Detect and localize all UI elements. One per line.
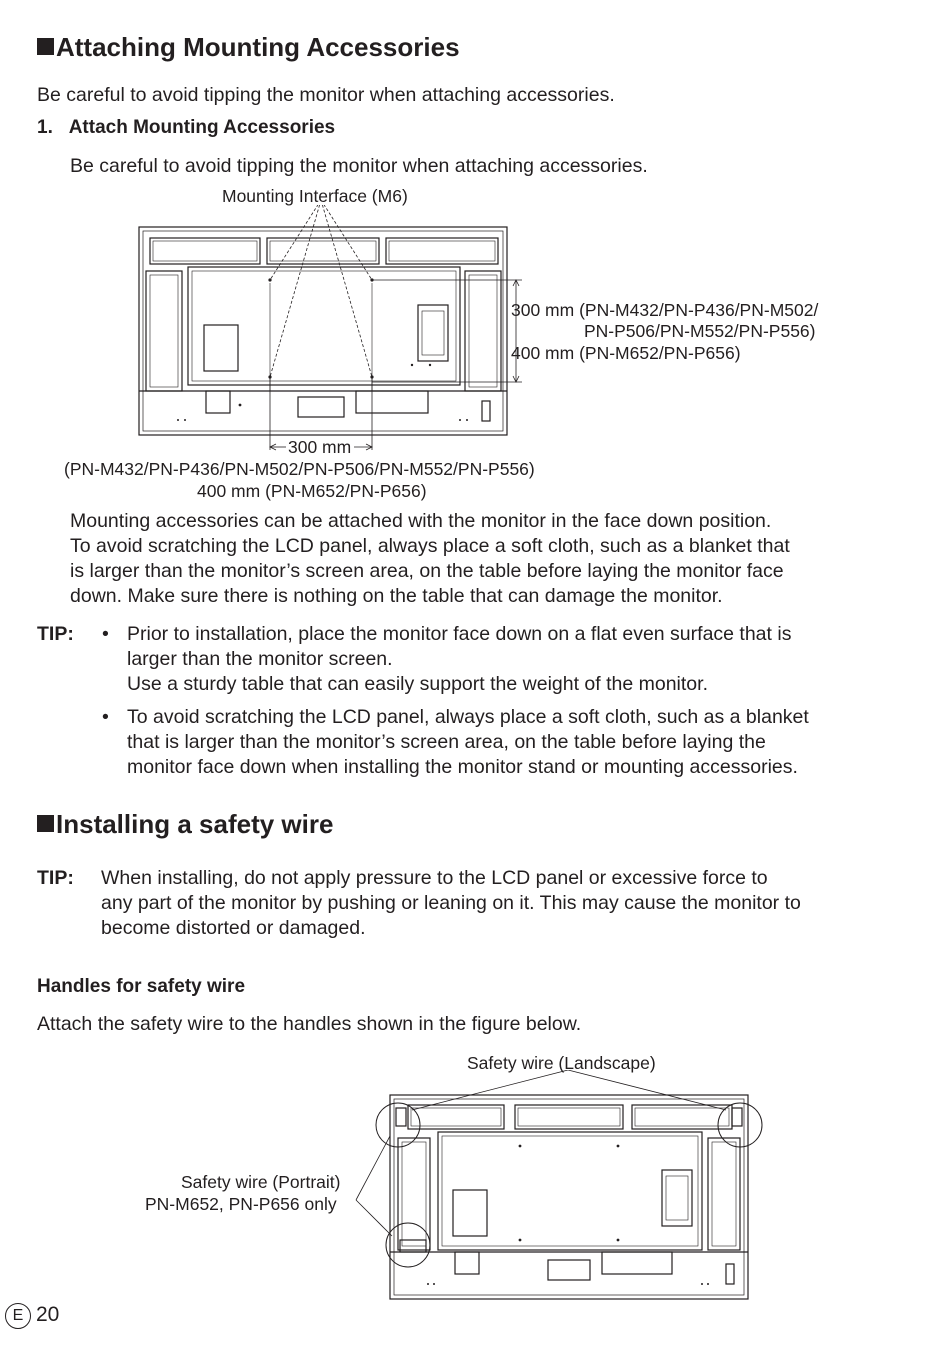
step-text: Be careful to avoid tipping the monitor when attaching accessories. bbox=[70, 155, 648, 177]
safety-wire-diagram bbox=[350, 1070, 770, 1305]
step-title: Attach Mounting Accessories bbox=[68, 117, 336, 138]
section-title-safety-wire bbox=[37, 809, 333, 840]
tip-line: any part of the monitor by pushing or leaning on it. This may cause the monitor to bbox=[101, 892, 801, 914]
horizontal-dimension-large: 400 mm (PN-M652/PN-P656) bbox=[197, 481, 427, 501]
subheading-handles: Handles for safety wire bbox=[37, 976, 246, 997]
section-title-text: Installing a safety wire bbox=[56, 809, 334, 839]
intro-text: Be careful to avoid tipping the monitor when attaching accessories. bbox=[37, 84, 615, 106]
language-mark-icon: E bbox=[5, 1303, 31, 1329]
portrait-label-line2: PN-M652, PN-P656 only bbox=[145, 1194, 337, 1214]
paragraph-line: down. Make sure there is nothing on the table that can damage the monitor. bbox=[70, 585, 723, 607]
tip-line: become distorted or damaged. bbox=[101, 917, 366, 939]
tip-line: Use a sturdy table that can easily support the weight of the monitor. bbox=[127, 673, 708, 695]
step-heading bbox=[37, 115, 335, 140]
monitor-outline bbox=[390, 1095, 748, 1299]
tip-line: To avoid scratching the LCD panel, always place a soft cloth, such as a blanket bbox=[127, 706, 809, 728]
paragraph-line: Mounting accessories can be attached with the monitor in the face down position. bbox=[70, 510, 772, 532]
step-number: 1. bbox=[37, 117, 53, 138]
landscape-label: Safety wire (Landscape) bbox=[467, 1053, 656, 1073]
horizontal-dimension-value: 300 mm bbox=[288, 437, 352, 457]
tip-line: Prior to installation, place the monitor face down on a flat even surface that is bbox=[127, 623, 792, 645]
handles-text: Attach the safety wire to the handles shown in the figure below. bbox=[37, 1013, 582, 1035]
horizontal-dimension-models: (PN-M432/PN-P436/PN-M502/PN-P506/PN-M552/PN-P556) bbox=[64, 459, 535, 479]
monitor-outline bbox=[139, 227, 507, 435]
vertical-dimension-line1: 300 mm (PN-M432/PN-P436/PN-M502/ bbox=[511, 300, 819, 320]
tip-line: larger than the monitor screen. bbox=[127, 648, 393, 670]
mounting-interface-label: Mounting Interface (M6) bbox=[222, 186, 408, 206]
section-title-text: Attaching Mounting Accessories bbox=[56, 32, 460, 62]
vertical-dimension-line3: 400 mm (PN-M652/PN-P656) bbox=[511, 343, 741, 363]
page-number: 20 bbox=[36, 1303, 60, 1326]
vertical-dimension-line2: PN-P506/PN-M552/PN-P556) bbox=[584, 321, 816, 341]
section-title-attaching bbox=[37, 32, 460, 63]
paragraph-line: is larger than the monitor’s screen area, on the table before laying the monitor face bbox=[70, 560, 784, 582]
square-bullet-icon bbox=[37, 815, 54, 832]
tip-label: TIP: bbox=[37, 867, 74, 889]
handle-circle-bottom-left bbox=[386, 1223, 430, 1267]
monitor-rear-diagram bbox=[130, 205, 530, 455]
paragraph-line: To avoid scratching the LCD panel, always place a soft cloth, such as a blanket that bbox=[70, 535, 790, 557]
bullet-icon: • bbox=[102, 623, 109, 645]
tip-line: When installing, do not apply pressure to the LCD panel or excessive force to bbox=[101, 867, 768, 889]
tip-line: that is larger than the monitor’s screen area, on the table before laying the bbox=[127, 731, 766, 753]
bullet-icon: • bbox=[102, 706, 109, 728]
tip-line: monitor face down when installing the monitor stand or mounting accessories. bbox=[127, 756, 798, 778]
portrait-label-line1: Safety wire (Portrait) bbox=[181, 1172, 341, 1192]
tip-label: TIP: bbox=[37, 623, 74, 645]
square-bullet-icon bbox=[37, 38, 54, 55]
